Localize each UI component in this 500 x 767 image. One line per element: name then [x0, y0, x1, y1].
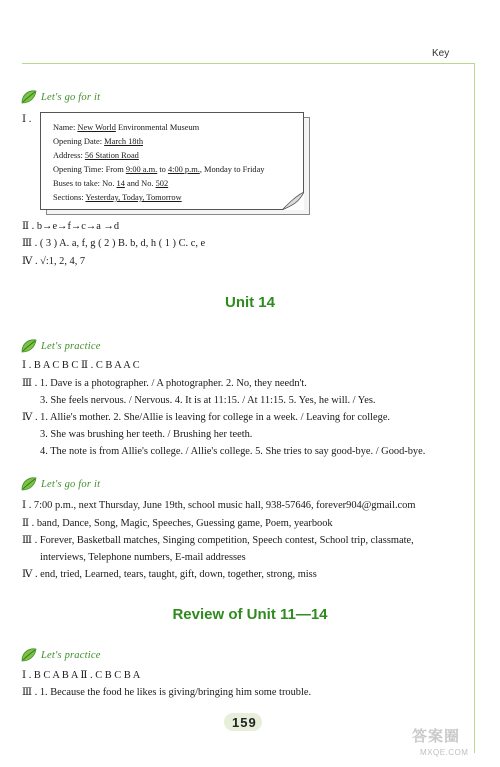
- section-title: Let's go for it: [41, 478, 101, 490]
- answer-line: Ⅲ . Forever, Basketball matches, Singing competition, Speech contest, School trip, classmate,: [22, 535, 414, 546]
- card-row-address: Address: 56 Station Road: [53, 151, 139, 160]
- leaf-icon: [20, 647, 38, 663]
- section-heading-go-for-it: [20, 475, 100, 493]
- card-row-date: Opening Date: March 18th: [53, 137, 144, 146]
- review-title: Review of Unit 11—14: [172, 606, 328, 623]
- page-number: 159: [232, 715, 257, 730]
- leaf-icon: [20, 338, 38, 354]
- answer-line: Ⅳ . end, tried, Learned, tears, taught, gift, down, together, strong, miss: [22, 569, 317, 580]
- answer-line: Ⅳ . 1. Allie's mother. 2. She/Allie is leaving for college in a week. / Leaving for college.: [22, 412, 391, 423]
- leaf-icon: [20, 476, 38, 492]
- section-title: Let's practice: [41, 649, 101, 661]
- answer-line: 3. She feels nervous. / Nervous. 4. It is at 11:15. / At 11:15. 5. Yes, he will. / Yes.: [40, 395, 376, 406]
- card-row-buses: Buses to take: No. 14 and No. 502: [53, 179, 169, 188]
- page-curl-icon: [282, 192, 304, 210]
- section-title: Let's practice: [41, 340, 101, 352]
- watermark-text: 答案圈: [412, 727, 461, 745]
- section-heading-practice: [20, 646, 101, 664]
- right-margin-rule: [474, 63, 475, 753]
- section-title: Let's go for it: [41, 91, 101, 103]
- answer-line: Ⅱ . band, Dance, Song, Magic, Speeches, Guessing game, Poem, yearbook: [22, 518, 333, 529]
- answer-line: Ⅰ . B C A B A Ⅱ . C B C B A: [22, 670, 141, 681]
- answer-line: interviews, Telephone numbers, E-mail addresses: [40, 552, 246, 563]
- section-heading-practice: [20, 337, 101, 355]
- answer-line: Ⅰ . 7:00 p.m., next Thursday, June 19th, school music hall, 938-57646, forever904@gmail.com: [22, 500, 416, 511]
- unit-title: Unit 14: [224, 294, 275, 311]
- question-label: Ⅰ .: [22, 114, 32, 125]
- museum-note-card: [40, 112, 304, 210]
- card-row-time: Opening Time: From 9:00 a.m. to 4:00 p.m., Monday to Friday: [53, 165, 265, 174]
- answer-line: Ⅰ . B A C B C Ⅱ . C B A A C: [22, 360, 140, 371]
- card-row-sections: Sections: Yesterday, Today, Tomorrow: [53, 193, 182, 202]
- card-row-name: Name: New World Environmental Museum: [53, 123, 200, 132]
- key-label: Key: [432, 48, 450, 59]
- leaf-icon: [20, 89, 38, 105]
- answer-line: 3. She was brushing her teeth. / Brushing her teeth.: [40, 429, 253, 440]
- answer-line: Ⅲ . 1. Because the food he likes is giving/bringing him some trouble.: [22, 687, 312, 698]
- answer-line: Ⅳ . √:1, 2, 4, 7: [22, 256, 86, 267]
- watermark-url: MXQE.COM: [420, 748, 469, 757]
- header-rule: [22, 63, 474, 64]
- answer-line: Ⅲ . ( 3 ) A. a, f, g ( 2 ) B. b, d, h ( 1 ) C. c, e: [22, 238, 206, 249]
- answer-line: Ⅲ . 1. Dave is a photographer. / A photographer. 2. No, they needn't.: [22, 378, 307, 389]
- answer-line: Ⅱ . b→e→f→c→a →d: [22, 221, 120, 232]
- answer-line: 4. The note is from Allie's college. / Allie's college. 5. She tries to say good-bye. / Good-bye.: [40, 446, 426, 457]
- section-heading-go-for-it: [20, 88, 100, 106]
